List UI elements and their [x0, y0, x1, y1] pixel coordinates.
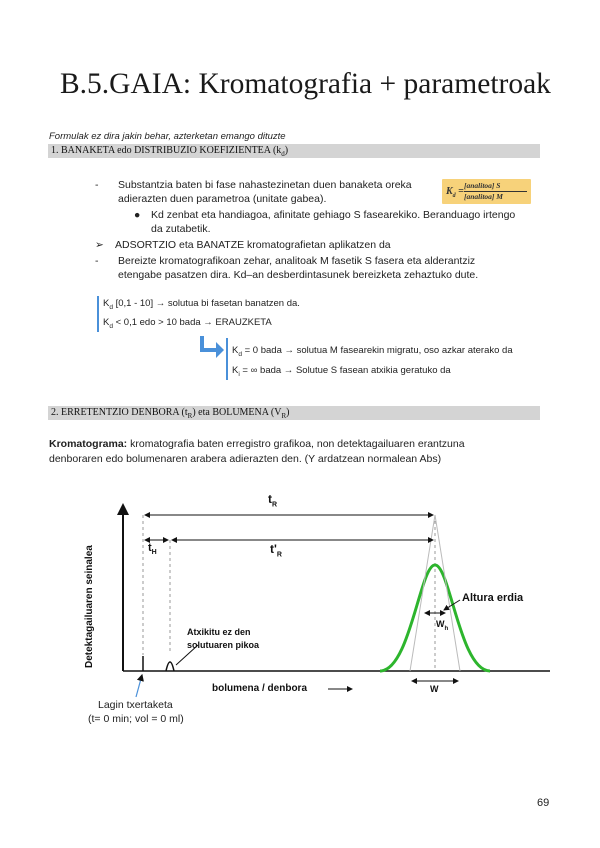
wh-label: $W_h$ [436, 619, 449, 632]
formula-note: Formulak ez dira jakin behar, azterketan emango dituzte [49, 131, 286, 142]
unretained-label-line2: solutuaren pikoa [187, 640, 260, 650]
bullet4-line1: Bereizte kromatografikoan zehar, analitoak M fasetik S fasera eta alderantziz [118, 255, 476, 267]
dash-bullet: - [95, 255, 99, 267]
bullet4-line2: etengabe pasatzen dira. Kd–an desberdintasunek bereizketa zehaztuko dute. [118, 269, 479, 281]
page-title: B.5.GAIA: Kromatografia + parametroak [60, 68, 551, 100]
injection-label-line2: (t= 0 min; vol = 0 ml) [88, 713, 184, 725]
chromatogram-diagram [80, 485, 560, 735]
unretained-label-line1: Atxikitu ez den [187, 627, 251, 637]
bullet3: ADSORTZIO eta BANATZE kromatografietan aplikatzen da [115, 239, 391, 251]
unretained-peak [166, 662, 174, 671]
trprime-label: $t'_R$ [270, 542, 282, 559]
bent-arrow-icon [200, 336, 226, 358]
page-number: 69 [537, 797, 550, 809]
w-label: W [430, 684, 439, 694]
rules-left-border-2 [226, 338, 228, 380]
chromatogram-def-line1: Kromatograma: kromatografia baten erregistro grafikoa, non detektagailuaren erantzuna [49, 438, 465, 450]
kd-formula [442, 179, 531, 204]
section2-heading: 2. ERRETENTZIO DENBORA $(t_R)$ eta BOLUMENA $(V_R)$ [51, 407, 290, 420]
tr-label: $t_R$ [268, 492, 278, 509]
round-bullet-icon: ● [134, 209, 141, 221]
dash-bullet: - [95, 179, 99, 191]
kd-rule-2: $K_d < 0,1$ edo > 10 bada → ERAUZKETA [103, 317, 272, 330]
arrow-bullet-icon: ➢ [95, 239, 104, 251]
bullet1-line2: adierazten duen parametroa (unitate gabea). [118, 193, 327, 205]
injection-label-line1: Lagin txertaketa [98, 699, 173, 711]
kd-rule-4: $K_i$ = ∞ bada → Solutue S fasean atxikia geratuko da [232, 365, 451, 378]
formula-numerator: [analitoa] S [464, 181, 501, 190]
rules-left-border [97, 296, 99, 332]
bullet2-line1: Kd zenbat eta handiagoa, afinitate gehiago S fasearekiko. Beranduago irtengo [151, 209, 516, 221]
formula-lhs: $K_d$ = [446, 186, 464, 199]
kd-rule-3: $K_d = 0$ bada → solutua M fasearekin migratu, oso azkar aterako da [232, 345, 513, 358]
chromatogram-def-line2: denboraren edo bolumenaren arabera adierazten den. (Y ardatzean normalean Abs) [49, 453, 442, 465]
th-label: $t_H$ [148, 542, 157, 557]
bullet1-line1: Substantzia baten bi fase nahastezinetan duen banaketa oreka [118, 179, 412, 191]
half-height-label: Altura erdia [462, 592, 524, 604]
tangent-right [435, 515, 460, 671]
bullet2-line2: da zutabetik. [151, 223, 211, 235]
tangent-left [410, 515, 435, 671]
x-axis-label: bolumena / denbora [212, 683, 308, 694]
kd-rule-1: $K_d$ [0,1 - 10] → solutua bi fasetan banatzen da. [103, 298, 300, 311]
y-axis-label: Detektagailuaren seinalea [84, 545, 95, 668]
section1-heading: 1. BANAKETA edo DISTRIBUZIO KOEFIZIENTEA $(k_d)$ [51, 145, 289, 158]
injection-pointer [136, 675, 142, 697]
formula-denominator: [analitoa] M [464, 192, 503, 201]
